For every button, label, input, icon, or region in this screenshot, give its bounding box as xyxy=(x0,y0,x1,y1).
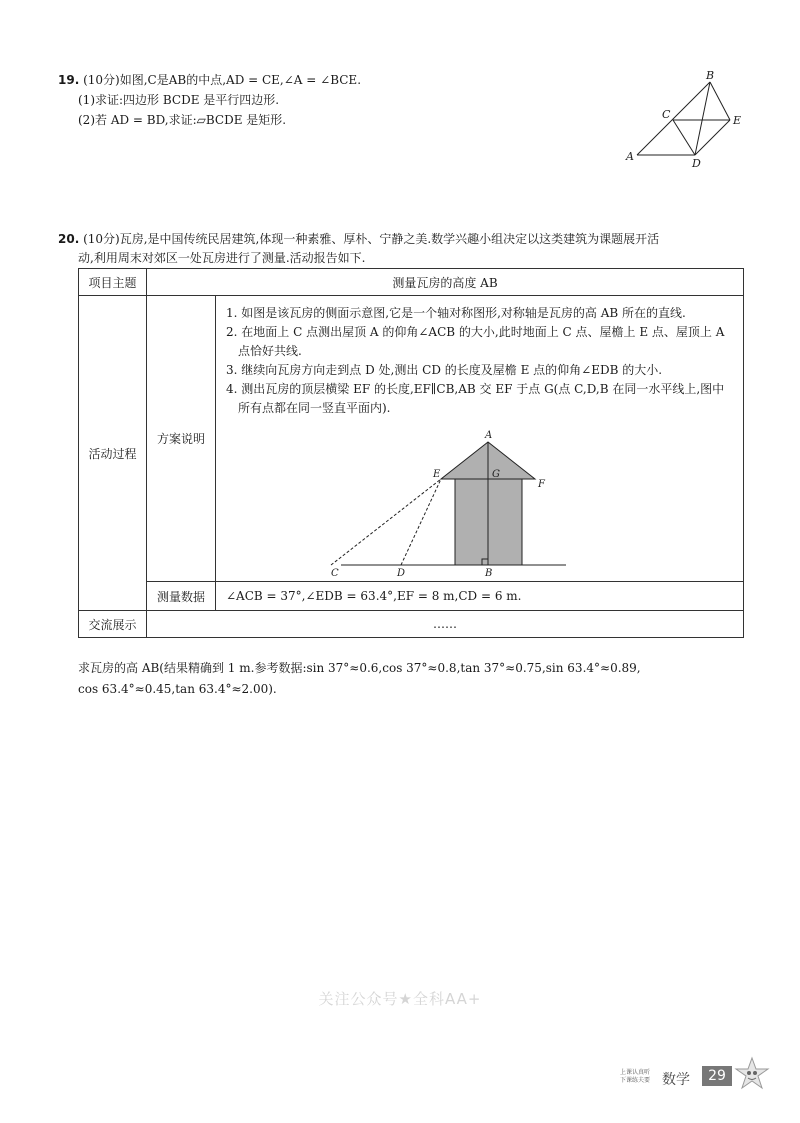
data-label: 测量数据 xyxy=(147,582,216,611)
plan-step-1: 1. 如图是该瓦房的侧面示意图,它是一个轴对称图形,对称轴是瓦房的高 AB 所在的直线. xyxy=(226,306,686,320)
q20-question-line-2: cos 63.4°≈0.45,tan 63.4°≈2.00). xyxy=(78,682,277,696)
label-d: D xyxy=(692,157,701,170)
process-row xyxy=(79,296,744,582)
mascot-icon xyxy=(734,1057,770,1095)
topic-label: 项目主题 xyxy=(79,269,147,296)
question-19 xyxy=(58,70,578,130)
footer-subject: 数学 xyxy=(662,1072,690,1088)
q19-part-1: (1)求证:四边形 BCDE 是平行四边形. xyxy=(78,93,280,107)
q20-question-line-1: 求瓦房的高 AB(结果精确到 1 m.参考数据:sin 37°≈0.6,cos 37°≈0.8,tan 37°≈0.75,sin 63.4°≈0.89, xyxy=(78,661,641,675)
label-e: E xyxy=(433,469,441,480)
plan-step-2: 2. 在地面上 C 点测出屋顶 A 的仰角∠ACB 的大小,此时地面上 C 点、屋檐上 E 点、屋顶上 A 点恰好共线. xyxy=(226,325,725,358)
data-value: ∠ACB = 37°,∠EDB = 63.4°,EF = 8 m,CD = 6 m. xyxy=(216,582,744,611)
show-row xyxy=(79,611,744,638)
page-footer xyxy=(620,1063,780,1103)
q20-number: 20. xyxy=(58,232,80,246)
segment-be xyxy=(710,82,730,120)
label-g: G xyxy=(492,469,500,480)
tile-house-figure xyxy=(331,424,606,579)
label-b: B xyxy=(485,568,493,579)
show-label: 交流展示 xyxy=(79,611,147,638)
q20-intro-line-1 xyxy=(58,230,748,249)
plan-steps xyxy=(216,296,743,422)
q20-intro-2: 动,利用周末对郊区一处瓦房进行了测量.活动报告如下. xyxy=(78,251,366,265)
data-row xyxy=(79,582,744,611)
footer-tagline-2: 下课练夫要 xyxy=(620,1077,651,1084)
q19-number: 19. xyxy=(58,73,80,87)
show-value: …… xyxy=(147,611,744,638)
footer-tagline xyxy=(620,1069,650,1085)
q19-stem-line xyxy=(58,70,578,90)
plan-content xyxy=(216,296,744,582)
label-d: D xyxy=(397,568,406,579)
label-f: F xyxy=(538,479,545,490)
label-a: A xyxy=(485,430,493,441)
plan-step-4: 4. 测出瓦房的顶层横梁 EF 的长度,EF∥CB,AB 交 EF 于点 G(点 C,D,B 在同一水平线上,图中所有点都在同一竖直平面内). xyxy=(226,382,725,415)
page-number: 29 xyxy=(702,1066,732,1086)
question-20 xyxy=(58,230,748,268)
label-e: E xyxy=(733,114,742,127)
q20-intro-1: (10分)瓦房,是中国传统民居建筑,体现一种素雅、厚朴、宁静之美.数学兴趣小组决定以这类建筑为课题展开活 xyxy=(83,232,660,246)
plan-label: 方案说明 xyxy=(147,296,216,582)
q20-question xyxy=(78,658,748,700)
activity-report-table xyxy=(78,268,744,638)
segment-de xyxy=(695,120,730,155)
footer-tagline-1: 上课认真听 xyxy=(620,1069,651,1076)
label-b: B xyxy=(706,69,715,82)
sight-line-ce xyxy=(331,479,441,565)
sight-line-de xyxy=(401,479,441,565)
plan-step-3: 3. 继续向瓦房方向走到点 D 处,测出 CD 的长度及屋檐 E 点的仰角∠EDB 的大小. xyxy=(226,363,663,377)
segment-cd xyxy=(673,120,695,155)
watermark: 关注公众号★全科AA+ xyxy=(318,990,482,1008)
segment-bd xyxy=(695,82,710,155)
label-a: A xyxy=(626,150,634,163)
topic-row xyxy=(79,269,744,296)
q19-stem: (10分)如图,C是AB的中点,AD = CE,∠A = ∠BCE. xyxy=(83,73,362,87)
q19-part-2: (2)若 AD = BD,求证:▱BCDE 是矩形. xyxy=(78,113,287,127)
segment-ab xyxy=(637,82,710,155)
process-label: 活动过程 xyxy=(79,296,147,611)
label-c: C xyxy=(662,108,671,121)
label-c: C xyxy=(331,568,339,579)
q19-parallelogram-figure xyxy=(620,68,750,168)
topic-value: 测量瓦房的高度 AB xyxy=(147,269,744,296)
